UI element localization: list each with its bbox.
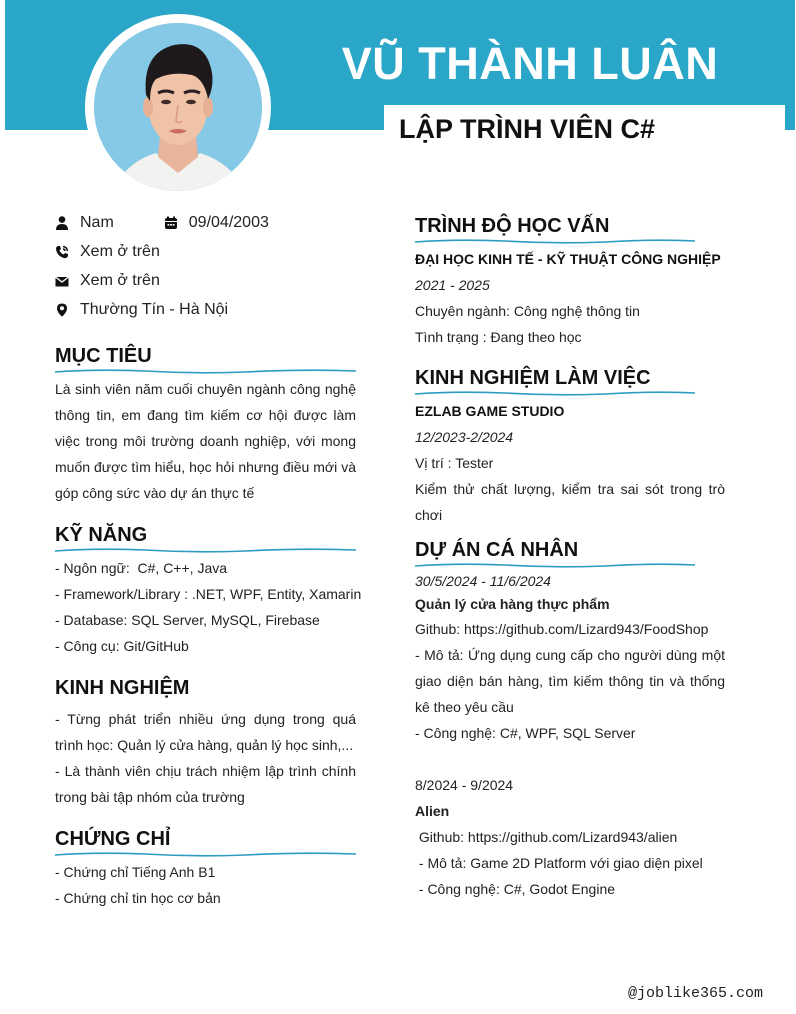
certificate-item: - Chứng chỉ Tiếng Anh B1 [55,864,216,880]
experience-item: - Từng phát triển nhiều ứng dụng trong quá trình học: Quản lý cửa hàng, quản lý học sinh,... [55,711,356,753]
section-underline [55,851,356,859]
section-underline [55,368,356,376]
work-period: 12/2023-2/2024 [415,429,514,445]
section-title: KỸ NĂNG [55,524,148,546]
work-section [415,366,725,528]
project-period: 30/5/2024 - 11/6/2024 [415,573,551,589]
education-section [415,214,725,350]
experience-summary-section [55,676,356,810]
project-tech: - Công nghệ: C#, Godot Engine [415,881,616,897]
education-major: Chuyên ngành: Công nghệ thông tin [415,303,640,319]
work-position: Vị trí : Tester [415,455,494,471]
school-name: ĐẠI HỌC KINH TẾ - KỸ THUẬT CÔNG NGHIỆP [415,251,721,267]
section-underline [415,238,695,246]
project-tech: - Công nghệ: C#, WPF, SQL Server [415,725,636,741]
certificate-item: - Chứng chỉ tin học cơ bản [55,890,221,906]
project-item [415,772,725,902]
right-column [415,208,725,902]
certificates-section [55,827,356,911]
skill-item: - Công cụ: Git/GitHub [55,638,189,654]
job-title-box [384,105,785,153]
profile-photo [94,23,262,191]
project-description: - Mô tả: Ứng dụng cung cấp cho người dùng một giao diện bán hàng, tìm kiếm thông tin và thống kê theo yêu cầu [415,647,725,715]
objective-section [55,344,356,506]
project-github-link[interactable]: Github: https://github.com/Lizard943/FoodShop [415,621,709,637]
experience-item: - Là thành viên chịu trách nhiệm lập trình chính trong bài tập nhóm của trường [55,763,356,805]
skill-item: - Ngôn ngữ: C#, C++, Java [55,560,228,576]
calendar-icon [164,215,178,231]
section-underline [55,547,356,555]
phone-icon [55,244,69,260]
education-period: 2021 - 2025 [415,277,490,293]
skill-item: - Framework/Library : .NET, WPF, Entity, Xamarin [55,586,362,602]
envelope-icon [55,273,69,289]
project-name: Quản lý cửa hàng thực phẩm [415,596,610,612]
education-status: Tình trạng : Đang theo học [415,329,582,345]
job-title: LẬP TRÌNH VIÊN C# [399,114,656,144]
project-github-link[interactable]: Github: https://github.com/Lizard943/alien [415,829,678,845]
section-title: DỰ ÁN CÁ NHÂN [415,539,579,561]
section-title: TRÌNH ĐỘ HỌC VẤN [415,215,610,237]
section-title: KINH NGHIỆM [55,677,190,699]
user-icon [55,215,69,231]
section-underline [415,390,695,398]
section-title: CHỨNG CHỈ [55,828,171,850]
skill-item: - Database: SQL Server, MySQL, Firebase [55,612,320,628]
map-pin-icon [55,302,69,318]
left-column [55,208,362,911]
email-value: Xem ở trên [80,271,160,289]
skills-section [55,523,362,659]
project-period: 8/2024 - 9/2024 [415,777,514,793]
gender-value: Nam [80,213,114,231]
work-description: Kiểm thử chất lượng, kiểm tra sai sót trong trò chơi [415,481,725,523]
project-name: Alien [415,803,450,819]
birthday-value: 09/04/2003 [188,213,269,231]
phone-value: Xem ở trên [80,242,160,260]
company-name: EZLAB GAME STUDIO [415,403,565,419]
candidate-name: VŨ THÀNH LUÂN [341,38,719,89]
project-description: - Mô tả: Game 2D Platform với giao diện pixel [415,855,703,871]
section-title: MỤC TIÊU [55,345,152,367]
projects-section [415,538,725,902]
objective-text: Là sinh viên năm cuối chuyên ngành công nghệ thông tin, em đang tìm kiếm cơ hội được làm việc trong môi trường doanh nghiệp, với mong muốn được tìm hiểu, học hỏi nhưng điều mới và góp công sức vào dự án thực tế [55,381,356,501]
avatar [94,23,262,191]
section-title: KINH NGHIỆM LÀM VIỆC [415,367,651,389]
avatar-frame [85,14,271,200]
contact-row-gender-birthday [55,208,356,237]
contact-row-email [55,266,356,295]
project-item [415,570,725,746]
footer-watermark: @joblike365.com [628,985,764,1002]
address-value: Thường Tín - Hà Nội [80,300,229,318]
contact-row-phone [55,237,356,266]
section-underline [415,562,695,570]
contact-row-address [55,295,356,324]
